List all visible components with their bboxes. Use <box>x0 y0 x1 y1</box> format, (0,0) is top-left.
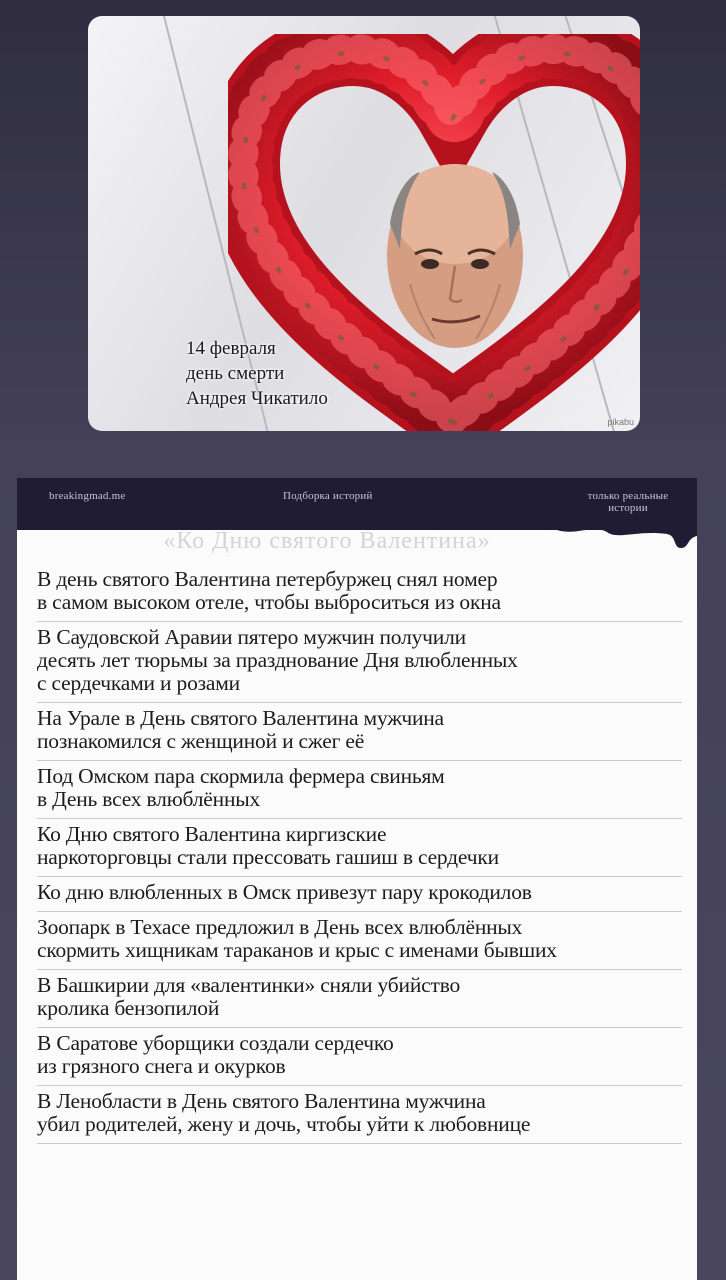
news-item <box>37 622 682 703</box>
header-subtitle: Подборка историй <box>283 490 373 502</box>
caption-date: 14 февраля <box>186 338 276 359</box>
news-item-line: Под Омском пара скормила фермера свиньям <box>37 764 445 788</box>
news-item-line: с сердечками и розами <box>37 671 240 695</box>
news-item-line: наркоторговцы стали прессовать гашиш в сердечки <box>37 845 499 869</box>
news-item-line: десять лет тюрьмы за празднование Дня влюбленных <box>37 648 518 672</box>
news-item <box>37 568 682 622</box>
news-item <box>37 703 682 761</box>
news-item <box>37 970 682 1028</box>
news-item-line: На Урале в День святого Валентина мужчина <box>37 706 444 730</box>
site-name: breakingmad.me <box>49 490 126 502</box>
watermark: pikabu <box>607 417 634 427</box>
news-item-line: В день святого Валентина петербуржец снял номер <box>37 567 498 591</box>
portrait-face <box>380 154 530 364</box>
news-item <box>37 1028 682 1086</box>
news-item-line: В Саудовской Аравии пятеро мужчин получили <box>37 625 466 649</box>
valentine-photo <box>88 16 640 431</box>
article-title: «Ко Дню святого Валентина» <box>163 528 491 554</box>
news-item-line: Зоопарк в Техасе предложил в День всех влюблённых <box>37 915 523 939</box>
header-tagline: только реальные истории <box>587 490 669 514</box>
news-item-line: В Ленобласти в День святого Валентина мужчина <box>37 1089 486 1113</box>
news-item-line: кролика бензопилой <box>37 996 220 1020</box>
news-item <box>37 819 682 877</box>
news-item-line: из грязного снега и окурков <box>37 1054 286 1078</box>
news-item <box>37 877 682 912</box>
news-item-line: в самом высоком отеле, чтобы выброситься из окна <box>37 590 501 614</box>
news-item-line: убил родителей, жену и дочь, чтобы уйти к любовнице <box>37 1112 531 1136</box>
news-item-line: Ко Дню святого Валентина киргизские <box>37 822 387 846</box>
news-item-line: в День всех влюблённых <box>37 787 261 811</box>
news-item-line: В Саратове уборщики создали сердечко <box>37 1031 394 1055</box>
news-item-line: Ко дню влюбленных в Омск привезут пару крокодилов <box>37 880 532 904</box>
news-item-line: познакомился с женщиной и сжег её <box>37 729 365 753</box>
news-item <box>37 761 682 819</box>
news-item <box>37 912 682 970</box>
photo-caption <box>186 336 328 411</box>
stories-card <box>17 478 697 1280</box>
news-item-line: В Башкирии для «валентинки» сняли убийство <box>37 973 461 997</box>
news-list <box>37 568 682 1144</box>
caption-name: Андрея Чикатило <box>186 388 328 409</box>
news-item-line: скормить хищникам тараканов и крыс с именами бывших <box>37 938 557 962</box>
news-item <box>37 1086 682 1144</box>
caption-line: день смерти <box>186 363 285 384</box>
